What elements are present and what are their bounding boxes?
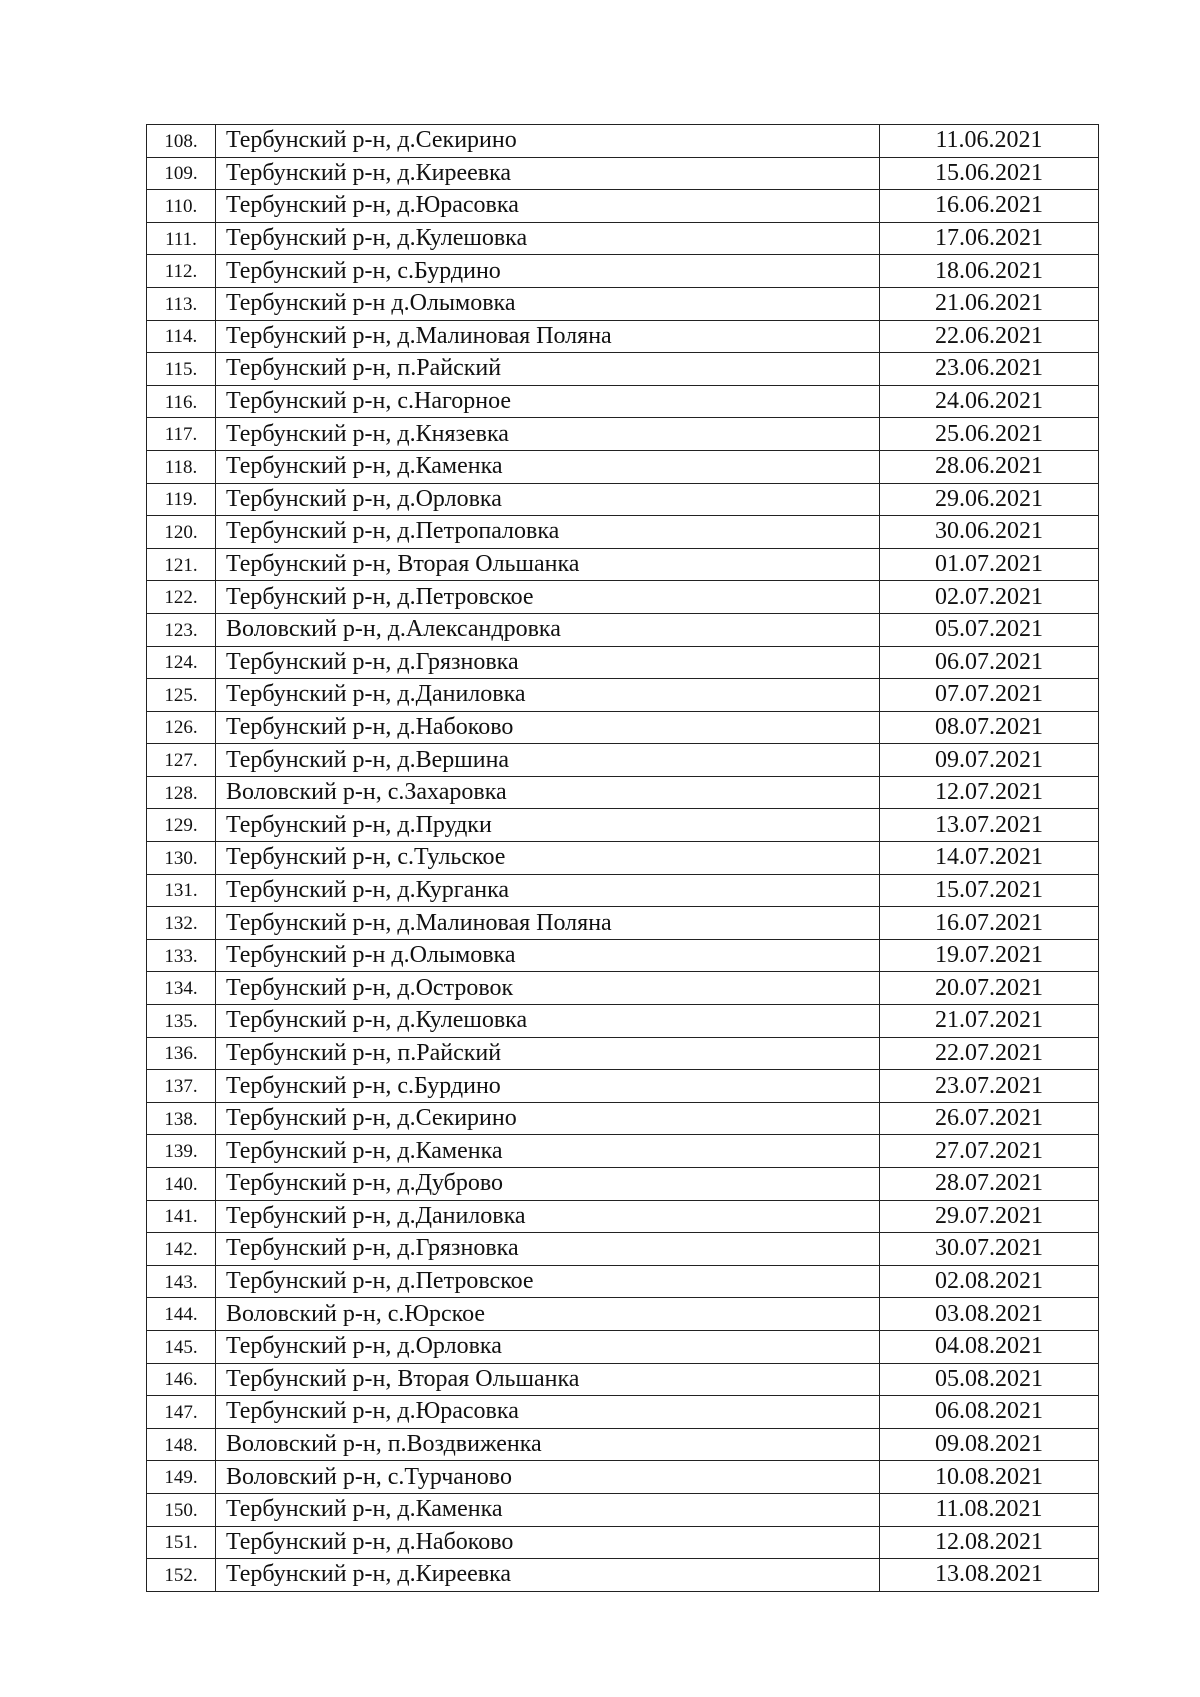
table-row — [147, 711, 1099, 744]
date-cell: 05.08.2021 — [880, 1363, 1099, 1396]
date-cell: 09.07.2021 — [880, 744, 1099, 777]
row-number-cell — [147, 385, 216, 418]
row-number-cell — [147, 646, 216, 679]
location-cell: Тербунский р-н, с.Тульское — [216, 842, 880, 875]
table-row — [147, 1005, 1099, 1038]
date-cell: 01.07.2021 — [880, 548, 1099, 581]
date-cell: 18.06.2021 — [880, 255, 1099, 288]
row-number: 109. — [164, 163, 198, 185]
date-cell: 23.06.2021 — [880, 353, 1099, 386]
row-number-cell — [147, 1298, 216, 1331]
table-row — [147, 646, 1099, 679]
table-row — [147, 1559, 1099, 1592]
location-cell: Тербунский р-н, д.Вершина — [216, 744, 880, 777]
row-number-cell — [147, 1428, 216, 1461]
row-number: 119. — [164, 489, 198, 511]
location-cell: Тербунский р-н, д.Грязновка — [216, 1233, 880, 1266]
row-number: 140. — [164, 1173, 198, 1195]
row-number-cell — [147, 548, 216, 581]
location-cell: Тербунский р-н, д.Каменка — [216, 450, 880, 483]
table-row — [147, 907, 1099, 940]
location-cell: Тербунский р-н, с.Нагорное — [216, 385, 880, 418]
date-cell: 24.06.2021 — [880, 385, 1099, 418]
date-cell: 12.08.2021 — [880, 1526, 1099, 1559]
location-cell: Воловский р-н, с.Захаровка — [216, 776, 880, 809]
row-number-cell — [147, 1233, 216, 1266]
row-number: 127. — [164, 750, 198, 772]
location-cell: Воловский р-н, п.Воздвиженка — [216, 1428, 880, 1461]
location-cell: Тербунский р-н, д.Каменка — [216, 1493, 880, 1526]
row-number-cell — [147, 125, 216, 158]
table-row — [147, 190, 1099, 223]
row-number-cell — [147, 1526, 216, 1559]
location-cell: Тербунский р-н, д.Даниловка — [216, 1200, 880, 1233]
schedule-table — [146, 124, 1099, 1592]
table-row — [147, 1461, 1099, 1494]
table-row — [147, 809, 1099, 842]
date-cell: 22.07.2021 — [880, 1037, 1099, 1070]
row-number: 121. — [164, 554, 198, 576]
location-cell: Тербунский р-н, д.Киреевка — [216, 157, 880, 190]
location-cell: Тербунский р-н, с.Бурдино — [216, 255, 880, 288]
location-cell: Тербунский р-н, д.Прудки — [216, 809, 880, 842]
row-number: 139. — [164, 1141, 198, 1163]
location-cell: Тербунский р-н д.Олымовка — [216, 287, 880, 320]
row-number-cell — [147, 418, 216, 451]
date-cell: 07.07.2021 — [880, 679, 1099, 712]
location-cell: Тербунский р-н, д.Даниловка — [216, 679, 880, 712]
row-number: 150. — [164, 1499, 198, 1521]
row-number: 141. — [164, 1206, 198, 1228]
location-cell: Тербунский р-н, д.Набоково — [216, 711, 880, 744]
location-cell: Тербунский р-н, д.Секирино — [216, 1102, 880, 1135]
location-cell: Тербунский р-н, п.Райский — [216, 1037, 880, 1070]
location-cell: Тербунский р-н, д.Петровское — [216, 581, 880, 614]
row-number: 112. — [164, 261, 198, 283]
table-row — [147, 320, 1099, 353]
row-number-cell — [147, 450, 216, 483]
row-number-cell — [147, 1363, 216, 1396]
row-number-cell — [147, 581, 216, 614]
table-row — [147, 679, 1099, 712]
location-cell: Воловский р-н, с.Юрское — [216, 1298, 880, 1331]
row-number: 130. — [164, 847, 198, 869]
location-cell: Тербунский р-н д.Олымовка — [216, 939, 880, 972]
row-number: 113. — [164, 293, 198, 315]
location-cell: Воловский р-н, д.Александровка — [216, 613, 880, 646]
table-row — [147, 1102, 1099, 1135]
row-number-cell — [147, 1493, 216, 1526]
location-cell: Тербунский р-н, Вторая Ольшанка — [216, 548, 880, 581]
date-cell: 11.08.2021 — [880, 1493, 1099, 1526]
table-row — [147, 1037, 1099, 1070]
row-number-cell — [147, 1037, 216, 1070]
date-cell: 12.07.2021 — [880, 776, 1099, 809]
row-number-cell — [147, 1200, 216, 1233]
table-row — [147, 287, 1099, 320]
location-cell: Тербунский р-н, д.Петропаловка — [216, 516, 880, 549]
date-cell: 04.08.2021 — [880, 1330, 1099, 1363]
row-number-cell — [147, 679, 216, 712]
row-number-cell — [147, 1461, 216, 1494]
location-cell: Тербунский р-н, д.Киреевка — [216, 1559, 880, 1592]
table-row — [147, 157, 1099, 190]
table-row — [147, 581, 1099, 614]
row-number: 144. — [164, 1304, 198, 1326]
row-number-cell — [147, 1102, 216, 1135]
date-cell: 28.06.2021 — [880, 450, 1099, 483]
table-row — [147, 1526, 1099, 1559]
date-cell: 03.08.2021 — [880, 1298, 1099, 1331]
location-cell: Тербунский р-н, д.Кулешовка — [216, 222, 880, 255]
table-row — [147, 776, 1099, 809]
date-cell: 16.06.2021 — [880, 190, 1099, 223]
date-cell: 20.07.2021 — [880, 972, 1099, 1005]
row-number: 116. — [164, 391, 198, 413]
row-number-cell — [147, 483, 216, 516]
date-cell: 27.07.2021 — [880, 1135, 1099, 1168]
date-cell: 14.07.2021 — [880, 842, 1099, 875]
location-cell: Тербунский р-н, д.Юрасовка — [216, 190, 880, 223]
location-cell: Тербунский р-н, д.Островок — [216, 972, 880, 1005]
table-row — [147, 1298, 1099, 1331]
row-number-cell — [147, 874, 216, 907]
row-number: 134. — [164, 978, 198, 1000]
table-row — [147, 842, 1099, 875]
location-cell: Тербунский р-н, д.Кулешовка — [216, 1005, 880, 1038]
row-number-cell — [147, 157, 216, 190]
row-number-cell — [147, 939, 216, 972]
row-number-cell — [147, 1265, 216, 1298]
location-cell: Тербунский р-н, д.Секирино — [216, 125, 880, 158]
row-number: 126. — [164, 717, 198, 739]
row-number-cell — [147, 744, 216, 777]
table-row — [147, 483, 1099, 516]
row-number-cell — [147, 776, 216, 809]
row-number-cell — [147, 972, 216, 1005]
row-number: 148. — [164, 1434, 198, 1456]
date-cell: 30.06.2021 — [880, 516, 1099, 549]
date-cell: 15.07.2021 — [880, 874, 1099, 907]
table-row — [147, 613, 1099, 646]
date-cell: 02.08.2021 — [880, 1265, 1099, 1298]
row-number: 142. — [164, 1238, 198, 1260]
location-cell: Тербунский р-н, д.Орловка — [216, 483, 880, 516]
row-number: 133. — [164, 945, 198, 967]
date-cell: 13.08.2021 — [880, 1559, 1099, 1592]
table-row — [147, 1265, 1099, 1298]
row-number-cell — [147, 613, 216, 646]
row-number: 118. — [164, 456, 198, 478]
row-number-cell — [147, 1005, 216, 1038]
location-cell: Тербунский р-н, п.Райский — [216, 353, 880, 386]
row-number-cell — [147, 1070, 216, 1103]
date-cell: 19.07.2021 — [880, 939, 1099, 972]
row-number: 117. — [164, 424, 198, 446]
row-number: 135. — [164, 1010, 198, 1032]
row-number-cell — [147, 320, 216, 353]
date-cell: 26.07.2021 — [880, 1102, 1099, 1135]
row-number-cell — [147, 809, 216, 842]
location-cell: Тербунский р-н, д.Грязновка — [216, 646, 880, 679]
location-cell: Тербунский р-н, д.Набоково — [216, 1526, 880, 1559]
row-number: 145. — [164, 1336, 198, 1358]
table-row — [147, 1135, 1099, 1168]
table-row — [147, 516, 1099, 549]
table-row — [147, 353, 1099, 386]
row-number: 111. — [165, 228, 197, 250]
row-number: 110. — [164, 195, 198, 217]
date-cell: 22.06.2021 — [880, 320, 1099, 353]
date-cell: 30.07.2021 — [880, 1233, 1099, 1266]
row-number: 123. — [164, 619, 198, 641]
location-cell: Тербунский р-н, Вторая Ольшанка — [216, 1363, 880, 1396]
table-row — [147, 418, 1099, 451]
table-row — [147, 255, 1099, 288]
row-number: 120. — [164, 521, 198, 543]
row-number-cell — [147, 1168, 216, 1201]
table-row — [147, 939, 1099, 972]
date-cell: 17.06.2021 — [880, 222, 1099, 255]
date-cell: 11.06.2021 — [880, 125, 1099, 158]
date-cell: 28.07.2021 — [880, 1168, 1099, 1201]
table-row — [147, 1168, 1099, 1201]
table-row — [147, 744, 1099, 777]
date-cell: 23.07.2021 — [880, 1070, 1099, 1103]
row-number: 124. — [164, 652, 198, 674]
row-number: 149. — [164, 1467, 198, 1489]
row-number-cell — [147, 222, 216, 255]
row-number: 128. — [164, 782, 198, 804]
date-cell: 06.08.2021 — [880, 1396, 1099, 1429]
date-cell: 25.06.2021 — [880, 418, 1099, 451]
date-cell: 02.07.2021 — [880, 581, 1099, 614]
table-row — [147, 450, 1099, 483]
table-row — [147, 125, 1099, 158]
row-number-cell — [147, 907, 216, 940]
date-cell: 08.07.2021 — [880, 711, 1099, 744]
row-number-cell — [147, 1396, 216, 1429]
row-number-cell — [147, 353, 216, 386]
row-number-cell — [147, 190, 216, 223]
row-number-cell — [147, 255, 216, 288]
date-cell: 15.06.2021 — [880, 157, 1099, 190]
location-cell: Тербунский р-н, д.Каменка — [216, 1135, 880, 1168]
date-cell: 21.06.2021 — [880, 287, 1099, 320]
row-number: 115. — [164, 358, 198, 380]
date-cell: 06.07.2021 — [880, 646, 1099, 679]
row-number: 143. — [164, 1271, 198, 1293]
table-row — [147, 385, 1099, 418]
row-number-cell — [147, 1559, 216, 1592]
row-number-cell — [147, 287, 216, 320]
schedule-table-body — [147, 125, 1099, 1592]
row-number: 137. — [164, 1076, 198, 1098]
table-row — [147, 1330, 1099, 1363]
table-row — [147, 1200, 1099, 1233]
location-cell: Тербунский р-н, д.Петровское — [216, 1265, 880, 1298]
table-row — [147, 1363, 1099, 1396]
location-cell: Воловский р-н, с.Турчаново — [216, 1461, 880, 1494]
location-cell: Тербунский р-н, д.Князевка — [216, 418, 880, 451]
row-number: 132. — [164, 913, 198, 935]
row-number: 147. — [164, 1401, 198, 1423]
table-row — [147, 972, 1099, 1005]
table-row — [147, 1493, 1099, 1526]
location-cell: Тербунский р-н, с.Бурдино — [216, 1070, 880, 1103]
row-number: 129. — [164, 815, 198, 837]
row-number-cell — [147, 1135, 216, 1168]
row-number: 152. — [164, 1564, 198, 1586]
location-cell: Тербунский р-н, д.Малиновая Поляна — [216, 907, 880, 940]
row-number-cell — [147, 842, 216, 875]
location-cell: Тербунский р-н, д.Орловка — [216, 1330, 880, 1363]
date-cell: 05.07.2021 — [880, 613, 1099, 646]
location-cell: Тербунский р-н, д.Малиновая Поляна — [216, 320, 880, 353]
date-cell: 16.07.2021 — [880, 907, 1099, 940]
table-row — [147, 1428, 1099, 1461]
table-row — [147, 1233, 1099, 1266]
date-cell: 13.07.2021 — [880, 809, 1099, 842]
table-row — [147, 1396, 1099, 1429]
date-cell: 29.07.2021 — [880, 1200, 1099, 1233]
row-number: 146. — [164, 1369, 198, 1391]
table-row — [147, 222, 1099, 255]
row-number-cell — [147, 516, 216, 549]
location-cell: Тербунский р-н, д.Курганка — [216, 874, 880, 907]
row-number: 136. — [164, 1043, 198, 1065]
row-number-cell — [147, 1330, 216, 1363]
date-cell: 21.07.2021 — [880, 1005, 1099, 1038]
table-row — [147, 1070, 1099, 1103]
table-row — [147, 548, 1099, 581]
row-number-cell — [147, 711, 216, 744]
date-cell: 29.06.2021 — [880, 483, 1099, 516]
location-cell: Тербунский р-н, д.Дуброво — [216, 1168, 880, 1201]
row-number: 122. — [164, 587, 198, 609]
date-cell: 09.08.2021 — [880, 1428, 1099, 1461]
row-number: 108. — [164, 130, 198, 152]
date-cell: 10.08.2021 — [880, 1461, 1099, 1494]
row-number: 138. — [164, 1108, 198, 1130]
row-number: 114. — [164, 326, 198, 348]
table-row — [147, 874, 1099, 907]
location-cell: Тербунский р-н, д.Юрасовка — [216, 1396, 880, 1429]
row-number: 151. — [164, 1532, 198, 1554]
row-number: 131. — [164, 880, 198, 902]
row-number: 125. — [164, 684, 198, 706]
